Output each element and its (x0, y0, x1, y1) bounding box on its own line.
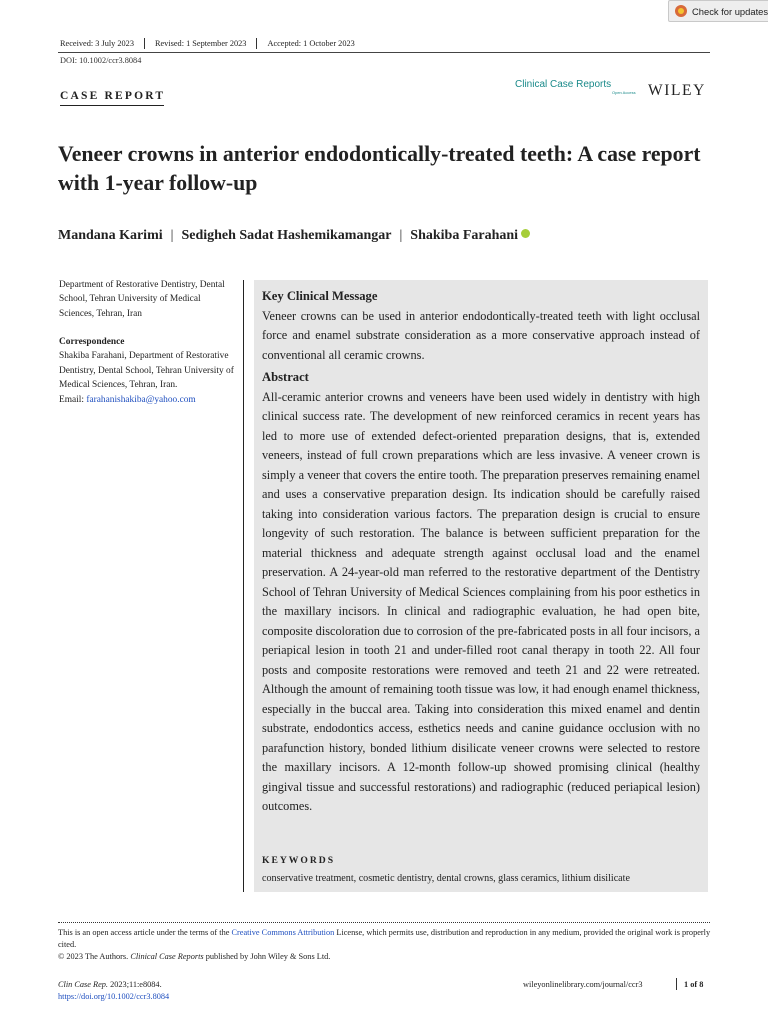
citation-block (58, 979, 358, 1003)
key-message-text: Veneer crowns can be used in anterior endodontically-treated teeth with light occlusal force and enamel substrate consideration as a more conservative approach instead of conventional all ceramic crowns. (262, 308, 700, 362)
author-list (58, 228, 530, 244)
accepted-date: Accepted: 1 October 2023 (267, 39, 355, 48)
email-link[interactable]: farahanishakiba@yahoo.com (86, 394, 196, 405)
article-dates (60, 38, 365, 49)
citation-rest: 2023;11:e8084. (110, 980, 162, 989)
abstract-text: All-ceramic anterior crowns and veneers have been used widely in dentistry with high clinical success rate. The development of new reinforced ceramics in recent years has led to more use of extended defect-oriented preparation designs, that is, extended veneers, instead of full crown preparations which are less invasive. A veneer crown is simply a veneer that covers the entire tooth. The preparation preserves remaining enamel and uses a conservative preparation design. Its indication should be carefully raised taking into consideration various factors. The preparation design is crucial to ensure longevity of such restoration. The balance is between sufficient preparation for the material thickness and adequate strength against occlusal load and the enamel preservation. A 24-year-old man referred to the restorative department of the Dentistry School of Tehran University of Medical Sciences complaining from his poor esthetics in the maxillary incisors. In clinical and radiographic evaluation, he had open bite, composite discoloration due to corrosion of the pre-fabricated posts in all four incisors, a periapical lesion in tooth 21 and under-filled root canal therapy in tooth 22. All four posts and composite restorations were removed and teeth 21 and 22 were retreated. Although the amount of remaining tooth tissue was low, it had enough enamel thickness, especially in the buccal area. Taking into consideration this mixed enamel and dentin substrate, endodontics access, esthetics needs and canine guidance occlusion with no parafunction history, bonded lithium disilicate veneer crowns were selected to restore the maxillary incisors. A 12-month follow-up showed promising clinical (healthy gingival tissue and successful restorations) and radiographic (reduced periapical lesion) outcomes. (262, 389, 700, 813)
correspondence-heading: Correspondence (59, 337, 125, 347)
abstract-content (262, 287, 700, 817)
key-message-heading: Key Clinical Message (262, 289, 378, 303)
email-label: Email: (59, 394, 84, 405)
author-name[interactable]: Mandana Karimi (58, 228, 163, 243)
check-for-updates-badge[interactable] (668, 0, 768, 22)
license-link[interactable]: Creative Commons Attribution (231, 928, 335, 937)
journal-name[interactable]: Clinical Case Reports (515, 79, 612, 90)
author-separator: | (170, 228, 174, 243)
keywords-heading: KEYWORDS (262, 855, 336, 866)
page-separator (676, 978, 677, 990)
article-type-underline (60, 105, 164, 106)
received-date: Received: 3 July 2023 (60, 38, 145, 49)
copyright-pre: © 2023 The Authors. (58, 952, 129, 961)
correspondence-block (59, 335, 234, 407)
affiliation: Department of Restorative Dentistry, Dental School, Tehran University of Medical Sciences, Tehran, Iran (59, 280, 225, 319)
license-text-post: License, which permits use, distribution and reproduction in any medium, provided the original work is properly cited. (58, 928, 711, 949)
abstract-heading: Abstract (262, 370, 309, 384)
correspondence-text: Shakiba Farahani, Department of Restorative Dentistry, Dental School, Tehran University of Medical Sciences, Tehran, Iran. (59, 351, 234, 391)
citation-journal: Clin Case Rep. (58, 980, 109, 989)
revised-date: Revised: 1 September 2023 (145, 38, 257, 49)
copyright-post: published by John Wiley & Sons Ltd. (205, 952, 331, 961)
open-access-label: Open Access (612, 90, 636, 95)
abstract-rule (243, 280, 244, 892)
keywords-text: conservative treatment, cosmetic dentistry, dental crowns, glass ceramics, lithium disilicate (262, 873, 630, 884)
article-type: CASE REPORT (60, 90, 166, 102)
copyright-journal: Clinical Case Reports (130, 952, 204, 961)
orcid-icon[interactable] (521, 229, 530, 238)
check-for-updates-label: Check for updates (692, 5, 768, 17)
author-separator: | (399, 228, 403, 243)
header-divider (58, 52, 710, 53)
doi-link[interactable]: https://doi.org/10.1002/ccr3.8084 (58, 992, 170, 1001)
publisher-logo: WILEY (648, 82, 706, 99)
doi-line: DOI: 10.1002/ccr3.8084 (60, 56, 142, 65)
author-name[interactable]: Sedigheh Sadat Hashemikamangar (181, 228, 392, 243)
journal-site-link[interactable]: wileyonlinelibrary.com/journal/ccr3 (523, 980, 643, 989)
footer-divider (58, 922, 710, 923)
page-number: 1 of 8 (684, 980, 704, 989)
license-note (58, 927, 718, 963)
license-text-pre: This is an open access article under the terms of the (58, 928, 230, 937)
author-name[interactable]: Shakiba Farahani (410, 228, 519, 243)
article-title: Veneer crowns in anterior endodontically-treated teeth: A case report with 1-year follow-up (58, 142, 701, 195)
crossmark-icon (675, 5, 687, 17)
